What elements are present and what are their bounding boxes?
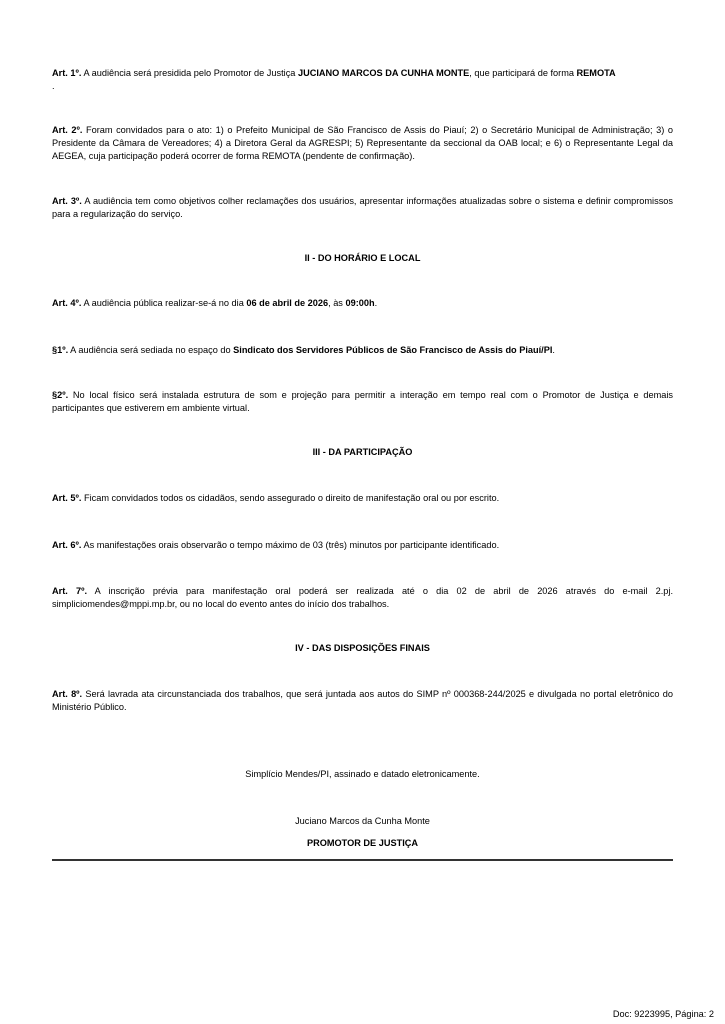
section-heading-horario-local: II - DO HORÁRIO E LOCAL — [304, 253, 421, 263]
signer-role: PROMOTOR DE JUSTIÇA — [306, 838, 419, 848]
article-2-text: Foram convidados para o ato: 1) o Prefeito Municipal de São Francisco de Assis do Piauí; 2) o Secretário Municipal de Administração; 3) o Presidente da Câmara de Vereadores; 4) a Diretora Geral da AGRESPI; 5) Representante da seccional da OAB local; e 6) o Representante Legal da AEGEA, cuja participação poderá ocorrer de forma REMOTA (pendente de confirmação). — [52, 125, 673, 161]
article-8 — [52, 688, 673, 714]
article-8-text: Será lavrada ata circunstanciada dos trabalhos, que será juntada aos autos do SIMP nº 000368-244/2025 e divulgada no portal eletrônico do Ministério Público. — [52, 689, 673, 712]
paragraph-2-label: §2º. — [52, 390, 69, 400]
hearing-date: 06 de abril de 2026 — [246, 298, 329, 308]
hearing-time: 09:00h — [345, 298, 375, 308]
article-4 — [52, 297, 673, 310]
article-1-text-a: A audiência será presidida pelo Promotor de Justiça — [81, 68, 298, 78]
article-5-text: Ficam convidados todos os cidadãos, sendo assegurado o direito de manifestação oral ou por escrito. — [81, 493, 500, 503]
promotor-name: JUCIANO MARCOS DA CUNHA MONTE — [297, 68, 470, 78]
signer-name: Juciano Marcos da Cunha Monte — [295, 816, 430, 826]
article-7 — [52, 585, 673, 611]
article-1-text-c: . — [52, 80, 55, 91]
article-6-label: Art. 6º. — [52, 540, 82, 550]
participation-mode: REMOTA — [576, 68, 616, 78]
article-2 — [52, 124, 673, 162]
article-3 — [52, 195, 673, 221]
article-8-label: Art. 8º. — [52, 689, 83, 699]
article-6 — [52, 539, 673, 552]
paragraph-1-label: §1º. — [52, 345, 69, 355]
section-heading-disposicoes-finais: IV - DAS DISPOSIÇÕES FINAIS — [295, 643, 430, 653]
article-7-label: Art. 7º. — [52, 586, 87, 596]
paragraph-1-text-b: . — [552, 345, 555, 355]
paragraph-1 — [52, 344, 673, 357]
paragraph-2-text: No local físico será instalada estrutura de som e projeção para permitir a interação em tempo real com o Promotor de Justiça e demais participantes que estiverem em ambiente virtual. — [52, 390, 673, 413]
article-5 — [52, 492, 673, 505]
paragraph-1-text-a: A audiência será sediada no espaço do — [68, 345, 234, 355]
article-2-label: Art. 2º. — [52, 125, 83, 135]
article-4-label: Art. 4º. — [52, 298, 82, 308]
signature-divider — [52, 859, 673, 861]
section-heading-participacao: III - DA PARTICIPAÇÃO — [312, 447, 413, 457]
article-7-text: A inscrição prévia para manifestação oral poderá ser realizada até o dia 02 de abril de 2026 através do e-mail 2.pj. simpliciomendes@mppi.mp.br, ou no local do evento antes do início dos trabalhos. — [52, 586, 673, 609]
article-4-text-c: . — [374, 298, 378, 308]
paragraph-2 — [52, 389, 673, 415]
article-3-label: Art. 3º. — [52, 196, 82, 206]
hearing-venue: Sindicato dos Servidores Públicos de São Francisco de Assis do Piauí/PI — [233, 345, 553, 355]
article-5-label: Art. 5º. — [52, 493, 82, 503]
article-4-text-b: , às — [328, 298, 346, 308]
article-4-text-a: A audiência pública realizar-se-á no dia — [81, 298, 247, 308]
article-3-text: A audiência tem como objetivos colher reclamações dos usuários, apresentar informações atualizadas sobre o sistema e definir compromissos para a regularização do serviço. — [52, 196, 673, 219]
article-1-text-b: , que participará de forma — [469, 68, 577, 78]
article-6-text: As manifestações orais observarão o tempo máximo de 03 (três) minutos por participante identificado. — [81, 540, 500, 550]
article-1-label: Art. 1º. — [52, 68, 82, 78]
document-footer: Doc: 9223995, Página: 2 — [612, 1009, 714, 1019]
article-1 — [52, 67, 673, 93]
place-and-date: Simplício Mendes/PI, assinado e datado eletronicamente. — [245, 769, 480, 779]
